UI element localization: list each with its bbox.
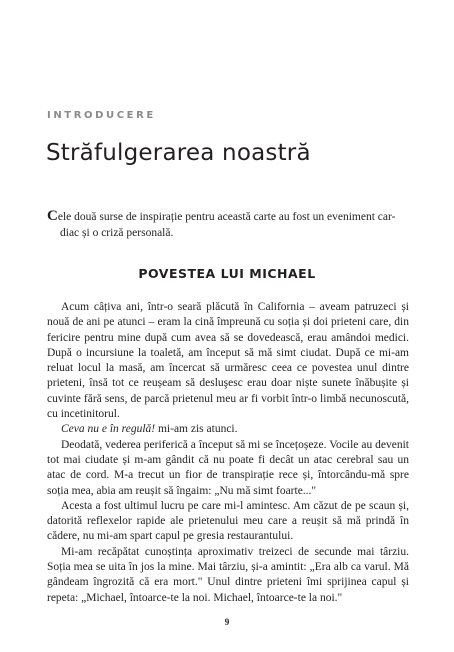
intro-text: ele două surse de inspirație pentru această carte au fost un eveniment car- xyxy=(57,211,396,223)
drop-cap: C xyxy=(47,208,58,224)
section-heading: POVESTEA LUI MICHAEL xyxy=(138,266,316,281)
italic-quote: Ceva nu e în regulă! xyxy=(61,423,156,436)
intro-paragraph xyxy=(47,208,409,241)
paragraph-italic xyxy=(47,422,409,437)
body-text xyxy=(47,300,409,606)
intro-text-line2: diac și o criză personală. xyxy=(60,227,174,239)
paragraph: Deodată, vederea periferică a început să mi se încețoșeze. Vocile au devenit tot mai ciudate și m-am gândit că nu poate fi decât un atac cerebral sau un atac de cord. M-a trecut un fior de transpirație rece și, întorcându-mă spre soția mea, abia am reușit să îngaim: „Nu mă simt foarte..." xyxy=(47,438,409,497)
paragraph: Acum câțiva ani, într-o seară plăcută în California – aveam patruzeci și nouă de ani pe atunci – eram la cină împreună cu soția și doi prieteni care, din fericire pentru mine după cum avea să se dovedească, erau amândoi medici. După o incursiune la toaletă, am început să mă simt ciudat. După ce mi-am reluat locul la masă, am încercat să urmăresc ceea ce povestea unul dintre prieteni, însă tot ce reușeam să desluşesc erau doar niște sunete înăbușite și cuvinte fără sens, de parcă prietenul meu ar fi vorbit într-o limbă necunoscută, cu incetinitorul. xyxy=(47,301,409,421)
italic-after-text: mi-am zis atunci. xyxy=(155,423,238,436)
paragraph: Acesta a fost ultimul lucru pe care mi-l amintesc. Am căzut de pe scaun și, datorită reflexelor rapide ale prietenului meu care a reușit să mă prindă în cădere, nu mi-am spart capul pe gresia restaurantului. xyxy=(47,499,409,543)
paragraph: Mi-am recăpătat cunoștința aproximativ treizeci de secunde mai târziu. Soția mea se uita în jos la mine. Mai târziu, și-a amintit: „Era alb ca varul. Mă gândeam îngrozită că era mort." Unul dintre prieteni îmi sprijinea capul și repeta: „Michael, întoarce-te la noi. Michael, întoarce-te la noi." xyxy=(47,545,409,604)
chapter-kicker: INTRODUCERE xyxy=(47,110,156,121)
page-number: 9 xyxy=(224,617,230,627)
chapter-title: Străfulgerarea noastră xyxy=(46,140,311,166)
